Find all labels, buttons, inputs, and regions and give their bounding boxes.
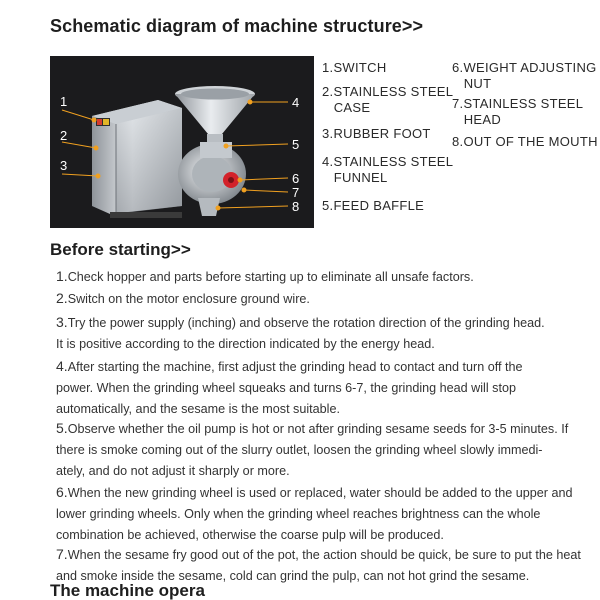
callout-3: 3 (60, 158, 68, 173)
step-5 (56, 418, 586, 482)
callout-2: 2 (60, 128, 68, 143)
step-2 (56, 288, 586, 310)
step-text: After starting the machine, first adjust the grinding head to contact and turn off the power. When the grinding wheel squeaks and turns 6-7, the grinding head will stop automatically, and the sesame is the most suitable. (56, 360, 523, 416)
step-text: Check hopper and parts before starting up to eliminate all unsafe factors. (67, 270, 474, 284)
step-number: 4. (56, 358, 68, 374)
step-3 (56, 312, 586, 355)
step-text: Switch on the motor enclosure ground wire. (67, 292, 310, 306)
step-6 (56, 482, 586, 546)
part-5: 5.FEED BAFFLE (322, 198, 425, 213)
step-1 (56, 266, 586, 288)
parts-list-left (322, 58, 452, 218)
step-number: 3. (56, 314, 68, 330)
page-title: Schematic diagram of machine structure>> (50, 16, 424, 36)
callout-6: 6 (292, 171, 300, 186)
callout-7: 7 (292, 185, 300, 200)
part-8: 8.OUT OF THE MOUTH (452, 134, 598, 149)
part-7: 7.STAINLESS STEEL HEAD (452, 96, 584, 127)
step-text: When the new grinding wheel is used or replaced, water should be added to the upper and lower grinding wheels. Only when the grinding wheel reaches brightness can the whole combination be achieved, otherwise the coarse pulp will be produced. (56, 486, 573, 542)
step-number: 5. (56, 420, 68, 436)
step-text: Try the power supply (inching) and observe the rotation direction of the grinding head. It is positive according to the direction indicated by the energy head. (56, 316, 545, 351)
step-text: When the sesame fry good out of the pot, the action should be quick, be sure to put the heat and smoke inside the sesame, cold can grind the pulp, can not hot grind the sesame. (56, 548, 581, 583)
step-number: 1. (56, 268, 68, 284)
machine-illustration (50, 56, 314, 228)
part-4: 4.STAINLESS STEEL FUNNEL (322, 154, 454, 185)
callout-5: 5 (292, 137, 300, 152)
part-1: 1.SWITCH (322, 60, 387, 75)
step-number: 7. (56, 546, 68, 562)
next-section-heading: The machine opera (50, 581, 205, 600)
step-number: 2. (56, 290, 68, 306)
parts-list-right (452, 58, 598, 158)
part-2: 2.STAINLESS STEEL CASE (322, 84, 454, 115)
machine-photo (50, 56, 314, 228)
step-number: 6. (56, 484, 68, 500)
step-4 (56, 356, 586, 420)
callout-8: 8 (292, 199, 300, 214)
callout-1: 1 (60, 94, 68, 109)
callout-4: 4 (292, 95, 300, 110)
before-starting-heading: Before starting>> (50, 240, 191, 259)
part-3: 3.RUBBER FOOT (322, 126, 431, 141)
step-text: Observe whether the oil pump is hot or not after grinding sesame seeds for 3-5 minutes. If there is smoke coming out of the slurry outlet, loosen the grinding wheel slowly immedi- ately, and do not adjust it sharply or more. (56, 422, 569, 478)
part-6: 6.WEIGHT ADJUSTING NUT (452, 60, 597, 91)
